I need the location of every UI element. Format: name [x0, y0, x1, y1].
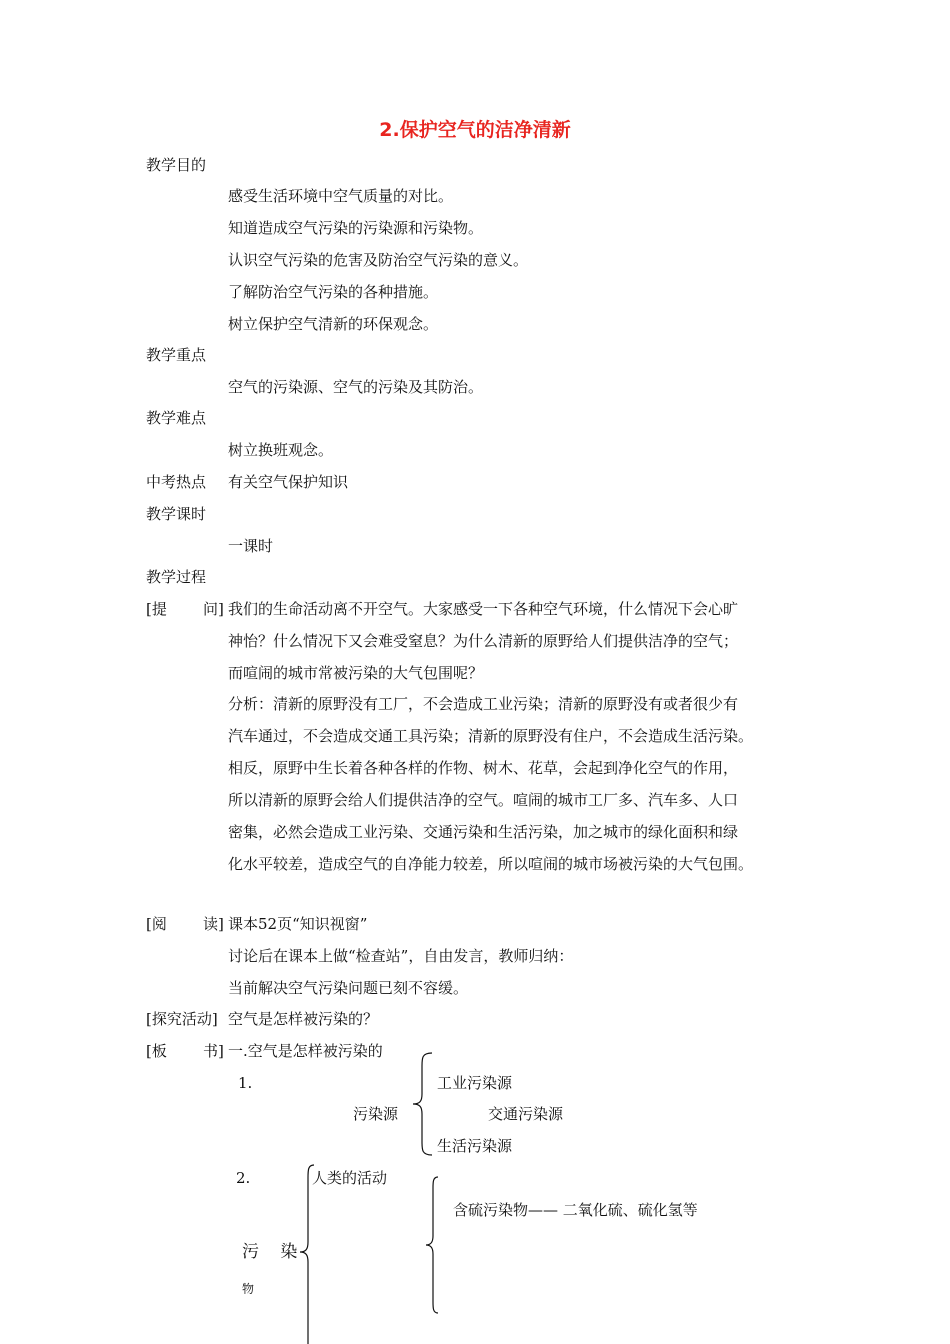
difficulties-text: 树立换班观念。	[228, 441, 334, 459]
reading-line: 讨论后在课本上做“检查站”，自由发言，教师归纳：	[228, 947, 574, 965]
board-item1-label: 污染源	[353, 1105, 399, 1123]
analysis-line: 分析：清新的原野没有工厂，不会造成工业污染；清新的原野没有或者很少有	[228, 695, 739, 713]
pollutant-brace	[298, 1164, 316, 1344]
board-item2-number: 2.	[236, 1169, 251, 1187]
analysis-line: 化水平较差，造成空气的自净能力较差，所以喧闹的城市场被污染的大气包围。	[228, 855, 754, 873]
objective-item: 认识空气污染的危害及防治空气污染的意义。	[228, 251, 529, 269]
objective-item: 了解防治空气污染的各种措施。	[228, 283, 439, 301]
explore-text: 空气是怎样被污染的？	[228, 1010, 379, 1028]
explore-tag: [探究活动]	[146, 1010, 218, 1028]
question-tag-left: [提	[146, 600, 167, 618]
board-item2-activity: 人类的活动	[312, 1169, 388, 1187]
board-item1-number: 1.	[238, 1074, 253, 1092]
objective-item: 树立保护空气清新的环保观念。	[228, 315, 439, 333]
objective-item: 知道造成空气污染的污染源和污染物。	[228, 219, 484, 237]
exam-hotspot-heading: 中考热点	[146, 473, 207, 491]
board-source: 生活污染源	[437, 1137, 513, 1155]
exam-hotspot-text: 有关空气保护知识	[228, 473, 349, 491]
analysis-line: 汽车通过，不会造成交通工具污染；清新的原野没有住户，不会造成生活污染。	[228, 727, 754, 745]
reading-text: 课本52页“知识视窗”	[228, 915, 368, 933]
question-line: 我们的生命活动离不开空气。大家感受一下各种空气环境，什么情况下会心旷	[228, 600, 739, 618]
question-tag-right: 问]	[203, 600, 224, 618]
process-heading: 教学过程	[146, 568, 207, 586]
pollutant-type-brace	[424, 1176, 440, 1314]
document-title: 2.保护空气的洁净清新	[379, 119, 571, 141]
key-points-text: 空气的污染源、空气的污染及其防治。	[228, 378, 484, 396]
board-item2-label-sub: 物	[242, 1282, 255, 1296]
class-hours-heading: 教学课时	[146, 505, 207, 523]
board-tag-right: 书]	[203, 1042, 224, 1060]
objectives-heading: 教学目的	[146, 156, 207, 174]
objective-item: 感受生活环境中空气质量的对比。	[228, 187, 454, 205]
source-brace	[410, 1052, 434, 1156]
question-line: 而喧闹的城市常被污染的大气包围呢？	[228, 664, 484, 682]
board-item2-label: 污 染	[242, 1242, 306, 1262]
reading-tag-left: [阅	[146, 915, 167, 933]
board-heading: 一.空气是怎样被污染的	[228, 1042, 383, 1060]
key-points-heading: 教学重点	[146, 346, 207, 364]
reading-tag-right: 读]	[203, 915, 224, 933]
difficulties-heading: 教学难点	[146, 409, 207, 427]
analysis-line: 所以清新的原野会给人们提供洁净的空气。喧闹的城市工厂多、汽车多、人口	[228, 791, 739, 809]
reading-line: 当前解决空气污染问题已刻不容缓。	[228, 979, 469, 997]
board-source: 工业污染源	[437, 1074, 513, 1092]
analysis-line: 相反，原野中生长着各种各样的作物、树木、花草，会起到净化空气的作用，	[228, 759, 739, 777]
analysis-line: 密集，必然会造成工业污染、交通污染和生活污染，加之城市的绿化面积和绿	[228, 823, 739, 841]
board-tag-left: [板	[146, 1042, 167, 1060]
board-source: 交通污染源	[488, 1105, 564, 1123]
question-line: 神怡？什么情况下又会难受窒息？为什么清新的原野给人们提供洁净的空气；	[228, 632, 739, 650]
class-hours-text: 一课时	[228, 537, 274, 555]
board-item2-sulfur: 含硫污染物—— 二氧化硫、硫化氢等	[453, 1201, 698, 1219]
